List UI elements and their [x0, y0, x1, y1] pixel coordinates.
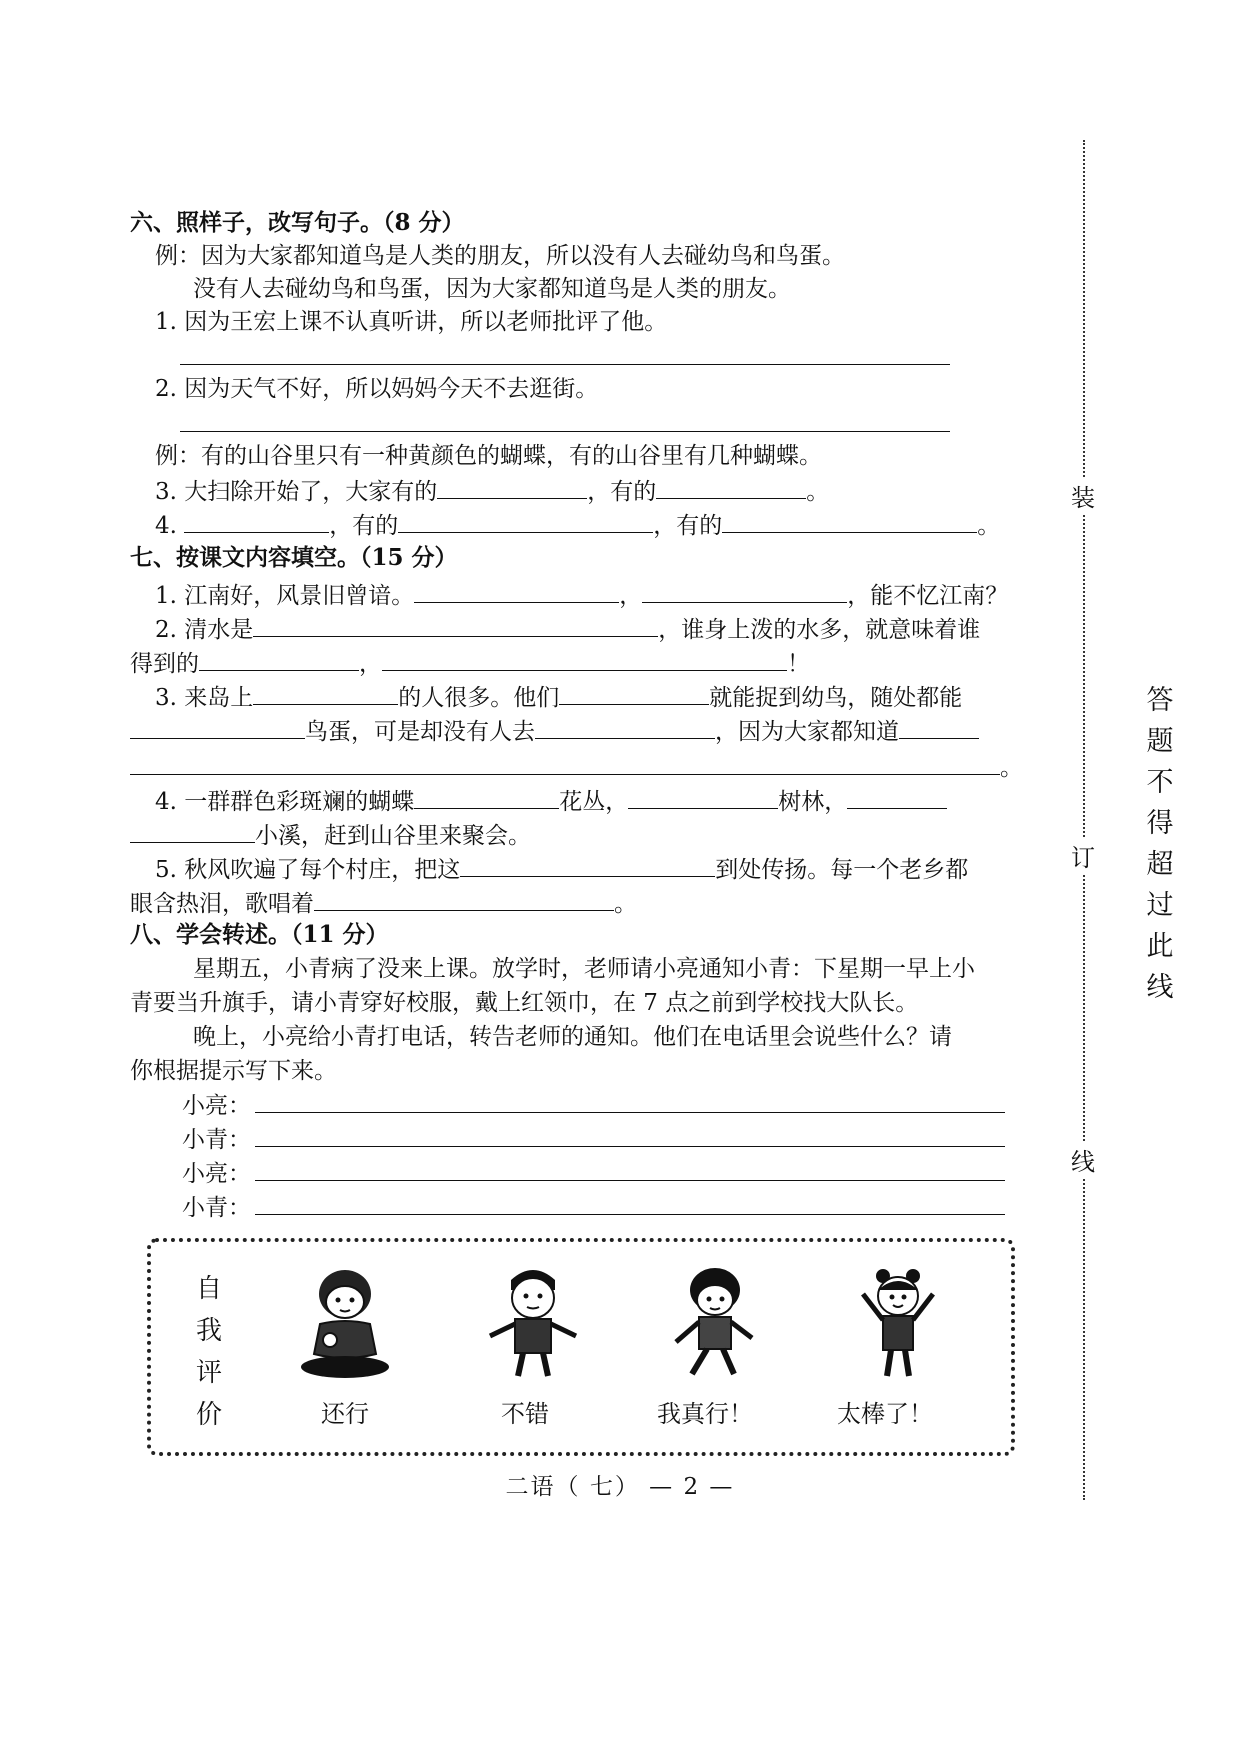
blank-7-3-b[interactable]: [559, 680, 709, 705]
blank-7-3-e[interactable]: [899, 714, 979, 739]
question-7-3: [155, 680, 962, 713]
binding-mark-ding: 订: [1063, 838, 1103, 873]
section-7-heading: 七、按课文内容填空。（15 分）: [130, 544, 458, 571]
question-6-4-prefix: 4.: [155, 513, 177, 539]
question-7-3-line3-end: 。: [1000, 755, 1023, 781]
question-7-2-line2-prefix: 得到的: [130, 651, 199, 677]
passage-1-line1: 星期五，小青病了没来上课。放学时，老师请小亮通知小青：下星期一早上小: [193, 956, 975, 982]
dialog-speaker-2: 小青：: [182, 1127, 251, 1153]
question-7-4-mid2: 树林，: [778, 789, 848, 815]
question-7-2: [155, 612, 980, 645]
self-evaluation-char: 价: [195, 1400, 222, 1430]
answer-line-6-1[interactable]: [180, 364, 950, 365]
self-evaluation-char: 评: [195, 1358, 222, 1388]
self-evaluation-title: [193, 1268, 225, 1436]
cartoon-kid-standing-icon: [478, 1262, 588, 1382]
dialog-line-4[interactable]: [255, 1214, 1005, 1215]
passage-2-line1: 晚上，小亮给小青打电话，转告老师的通知。他们在电话里会说些什么？请: [193, 1024, 952, 1050]
answer-line-6-2[interactable]: [180, 431, 950, 432]
question-7-1-end: ，能不忆江南？: [847, 583, 1009, 609]
binding-warning-char: 超: [1146, 849, 1174, 880]
dialog-speaker-3: 小亮：: [182, 1161, 251, 1187]
evaluation-level-2: 不错: [501, 1400, 549, 1428]
question-7-5-end: 到处传扬。每一个老乡都: [715, 857, 969, 883]
cartoon-kid-walking-icon: [660, 1262, 770, 1382]
blank-7-3-a[interactable]: [253, 680, 398, 705]
question-7-5-prefix: 5. 秋风吹遍了每个村庄，把这: [155, 857, 461, 883]
self-evaluation-char: 自: [195, 1274, 222, 1304]
blank-7-2-a[interactable]: [253, 612, 658, 637]
example-1-rewritten: 没有人去碰幼鸟和鸟蛋，因为大家都知道鸟是人类的朋友。: [193, 276, 791, 302]
blank-7-4-a[interactable]: [414, 784, 559, 809]
binding-warning-char: 题: [1146, 726, 1174, 757]
question-6-4: [155, 508, 1000, 541]
question-7-3-end: 就能捉到幼鸟，随处都能: [709, 685, 963, 711]
question-7-2-end: ，谁身上泼的水多，就意味着谁: [658, 617, 981, 643]
blank-7-3-d[interactable]: [535, 714, 715, 739]
question-6-4-mid1: ，有的: [329, 513, 399, 539]
blank-6-3-a[interactable]: [437, 474, 587, 499]
dialog-line-2[interactable]: [255, 1146, 1005, 1147]
question-7-2-line2: [130, 646, 810, 679]
question-7-2-line2-end: ！: [787, 651, 810, 677]
binding-warning: [1140, 680, 1180, 1008]
section-8-heading: 八、学会转述。（11 分）: [130, 921, 389, 948]
binding-warning-char: 过: [1146, 890, 1174, 921]
question-6-1: 1. 因为王宏上课不认真听讲，所以老师批评了他。: [155, 309, 668, 335]
question-7-5: [155, 852, 968, 885]
blank-6-4-a[interactable]: [184, 508, 329, 533]
question-6-4-end: 。: [977, 513, 1001, 539]
question-7-3-prefix: 3. 来岛上: [155, 685, 254, 711]
question-7-4-line2: [130, 818, 531, 851]
passage-1-line2: 青要当升旗手，请小青穿好校服，戴上红领巾，在 7 点之前到学校找大队长。: [130, 990, 919, 1016]
binding-warning-char: 不: [1146, 767, 1174, 798]
question-6-3: [155, 474, 829, 507]
blank-7-1-a[interactable]: [414, 578, 619, 603]
question-6-3-prefix: 3. 大扫除开始了，大家有的: [155, 479, 438, 505]
question-7-1-prefix: 1. 江南好，风景旧曾谙。: [155, 583, 415, 609]
question-7-3-line2: [130, 714, 979, 747]
blank-7-4-d[interactable]: [130, 818, 255, 843]
evaluation-level-4: 太棒了！: [837, 1400, 933, 1428]
question-7-1: [155, 578, 1008, 611]
binding-warning-char: 此: [1146, 931, 1174, 962]
question-7-3-mid1: 的人很多。他们: [398, 685, 560, 711]
binding-warning-char: 答: [1146, 685, 1174, 716]
question-6-4-mid2: ，有的: [653, 513, 723, 539]
blank-7-4-b[interactable]: [628, 784, 778, 809]
question-7-5-line2: [130, 886, 637, 919]
question-6-3-end: 。: [806, 479, 830, 505]
question-7-4: [155, 784, 947, 817]
question-7-5-line2-prefix: 眼含热泪，歌唱着: [130, 891, 314, 917]
binding-warning-char: 线: [1146, 972, 1174, 1003]
evaluation-level-3: 我真行！: [657, 1400, 753, 1428]
binding-dashed-line: [1083, 140, 1085, 1500]
blank-7-2-c[interactable]: [382, 646, 787, 671]
blank-6-3-b[interactable]: [656, 474, 806, 499]
binding-warning-char: 得: [1146, 808, 1174, 839]
page-footer: 二语（ 七） — 2 —: [505, 1474, 735, 1500]
blank-7-5-b[interactable]: [314, 886, 614, 911]
blank-7-2-b[interactable]: [199, 646, 359, 671]
question-7-2-prefix: 2. 清水是: [155, 617, 254, 643]
question-6-3-mid: ，有的: [587, 479, 657, 505]
blank-6-4-c[interactable]: [722, 508, 977, 533]
blank-7-1-b[interactable]: [642, 578, 847, 603]
cartoon-kid-sitting-icon: [290, 1262, 400, 1382]
blank-7-3-c[interactable]: [130, 714, 305, 739]
dialog-speaker-4: 小青：: [182, 1195, 251, 1221]
question-6-2: 2. 因为天气不好，所以妈妈今天不去逛街。: [155, 376, 599, 402]
question-7-4-line2-end: 小溪，赶到山谷里来聚会。: [255, 823, 531, 849]
question-7-3-line2-end: ，因为大家都知道: [715, 719, 899, 745]
blank-7-4-c[interactable]: [847, 784, 947, 809]
example-1-original: 例：因为大家都知道鸟是人类的朋友，所以没有人去碰幼鸟和鸟蛋。: [155, 243, 845, 269]
blank-7-3-f[interactable]: [130, 750, 1000, 775]
question-7-2-line2-comma: ，: [359, 651, 382, 677]
section-6-heading: 六、照样子，改写句子。（8 分）: [130, 209, 465, 236]
self-evaluation-char: 我: [195, 1316, 222, 1346]
dialog-speaker-1: 小亮：: [182, 1093, 251, 1119]
question-7-1-comma: ，: [619, 583, 643, 609]
example-2: 例：有的山谷里只有一种黄颜色的蝴蝶，有的山谷里有几种蝴蝶。: [155, 443, 822, 469]
question-7-5-line2-end: 。: [614, 891, 637, 917]
evaluation-level-1: 还行: [321, 1400, 369, 1428]
question-7-4-mid1: 花丛，: [559, 789, 629, 815]
question-7-3-line2-mid: 鸟蛋，可是却没有人去: [305, 719, 535, 745]
question-7-4-prefix: 4. 一群群色彩斑斓的蝴蝶: [155, 789, 415, 815]
blank-7-5-a[interactable]: [460, 852, 715, 877]
dialog-line-3[interactable]: [255, 1180, 1005, 1181]
cartoon-kid-cheering-icon: [843, 1262, 953, 1382]
passage-2-line2: 你根据提示写下来。: [130, 1058, 337, 1084]
question-7-3-line3: [130, 750, 1023, 783]
dialog-line-1[interactable]: [255, 1112, 1005, 1113]
binding-mark-xian: 线: [1063, 1142, 1103, 1177]
blank-6-4-b[interactable]: [398, 508, 653, 533]
binding-mark-zhuang: 装: [1063, 478, 1103, 513]
